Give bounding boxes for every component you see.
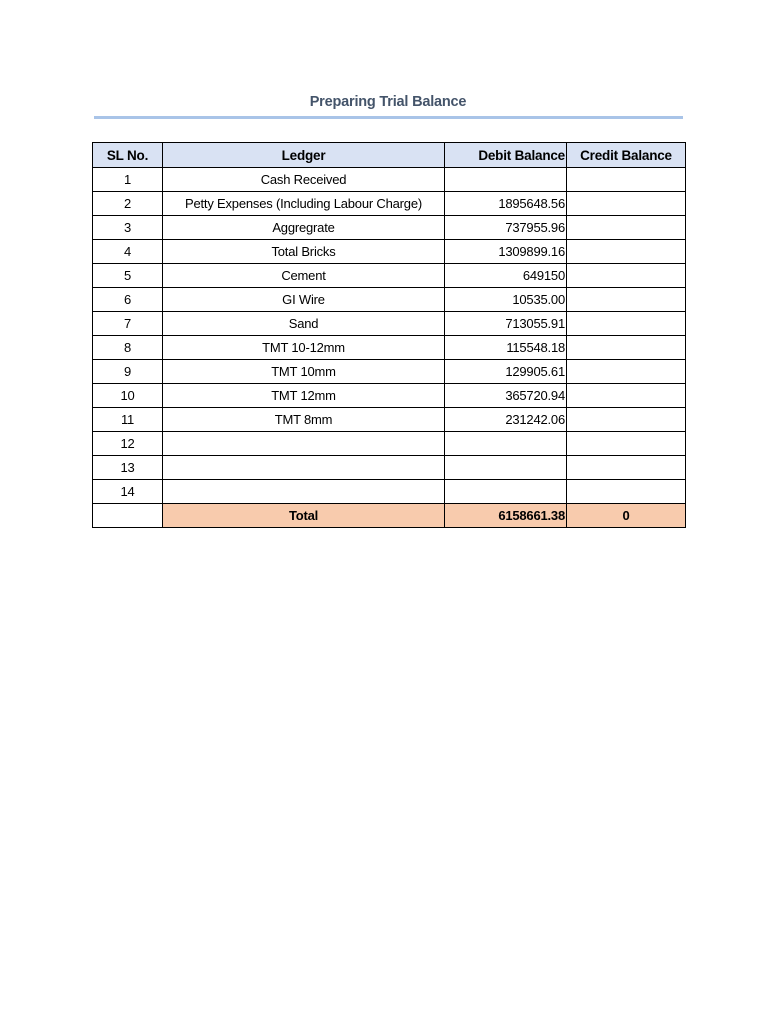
row-sl-no: 10 (93, 384, 163, 408)
row-sl-no: 2 (93, 192, 163, 216)
table-row (93, 312, 686, 336)
header-sl-no: SL No. (93, 143, 163, 168)
row-sl-no: 9 (93, 360, 163, 384)
row-credit-balance (567, 288, 686, 312)
row-ledger-name: GI Wire (163, 288, 445, 312)
row-ledger-name (163, 456, 445, 480)
table-row (93, 264, 686, 288)
table-body (93, 168, 686, 528)
row-ledger-name: Sand (163, 312, 445, 336)
table-row (93, 240, 686, 264)
row-ledger-name: TMT 10-12mm (163, 336, 445, 360)
row-credit-balance (567, 240, 686, 264)
row-credit-balance (567, 408, 686, 432)
row-sl-no: 8 (93, 336, 163, 360)
row-debit-balance: 649150 (445, 264, 567, 288)
header-ledger: Ledger (163, 143, 445, 168)
row-credit-balance (567, 480, 686, 504)
row-sl-no: 11 (93, 408, 163, 432)
row-sl-no: 6 (93, 288, 163, 312)
table-row (93, 384, 686, 408)
total-credit: 0 (567, 504, 686, 528)
row-credit-balance (567, 168, 686, 192)
total-label: Total (163, 504, 445, 528)
row-debit-balance (445, 432, 567, 456)
row-ledger-name: TMT 8mm (163, 408, 445, 432)
row-debit-balance (445, 456, 567, 480)
row-credit-balance (567, 360, 686, 384)
total-sl-cell (93, 504, 163, 528)
row-ledger-name (163, 480, 445, 504)
row-debit-balance (445, 480, 567, 504)
table-row (93, 432, 686, 456)
header-credit-balance: Credit Balance (567, 143, 686, 168)
row-credit-balance (567, 456, 686, 480)
row-debit-balance: 1309899.16 (445, 240, 567, 264)
table-row (93, 408, 686, 432)
row-ledger-name: TMT 12mm (163, 384, 445, 408)
table-row (93, 288, 686, 312)
row-ledger-name (163, 432, 445, 456)
row-sl-no: 14 (93, 480, 163, 504)
row-credit-balance (567, 264, 686, 288)
row-credit-balance (567, 384, 686, 408)
total-debit: 6158661.38 (445, 504, 567, 528)
row-debit-balance: 737955.96 (445, 216, 567, 240)
row-ledger-name: Total Bricks (163, 240, 445, 264)
row-ledger-name: Cash Received (163, 168, 445, 192)
row-ledger-name: TMT 10mm (163, 360, 445, 384)
table-row (93, 456, 686, 480)
table-row (93, 216, 686, 240)
table-header-row (93, 143, 686, 168)
table-row (93, 192, 686, 216)
row-credit-balance (567, 312, 686, 336)
trial-balance-table (92, 142, 686, 528)
row-sl-no: 12 (93, 432, 163, 456)
row-credit-balance (567, 216, 686, 240)
row-sl-no: 13 (93, 456, 163, 480)
row-debit-balance: 115548.18 (445, 336, 567, 360)
row-sl-no: 4 (93, 240, 163, 264)
table-row (93, 360, 686, 384)
row-sl-no: 5 (93, 264, 163, 288)
row-ledger-name: Cement (163, 264, 445, 288)
table-row (93, 168, 686, 192)
row-credit-balance (567, 432, 686, 456)
row-credit-balance (567, 192, 686, 216)
row-sl-no: 3 (93, 216, 163, 240)
row-sl-no: 1 (93, 168, 163, 192)
row-debit-balance: 10535.00 (445, 288, 567, 312)
row-sl-no: 7 (93, 312, 163, 336)
table-row (93, 336, 686, 360)
row-debit-balance (445, 168, 567, 192)
row-ledger-name: Aggregrate (163, 216, 445, 240)
total-row (93, 504, 686, 528)
row-credit-balance (567, 336, 686, 360)
title-underline (94, 116, 683, 119)
row-debit-balance: 231242.06 (445, 408, 567, 432)
page-title: Preparing Trial Balance (309, 94, 467, 110)
row-debit-balance: 1895648.56 (445, 192, 567, 216)
header-debit-balance: Debit Balance (445, 143, 567, 168)
row-ledger-name: Petty Expenses (Including Labour Charge) (163, 192, 445, 216)
row-debit-balance: 365720.94 (445, 384, 567, 408)
row-debit-balance: 129905.61 (445, 360, 567, 384)
table-row (93, 480, 686, 504)
row-debit-balance: 713055.91 (445, 312, 567, 336)
